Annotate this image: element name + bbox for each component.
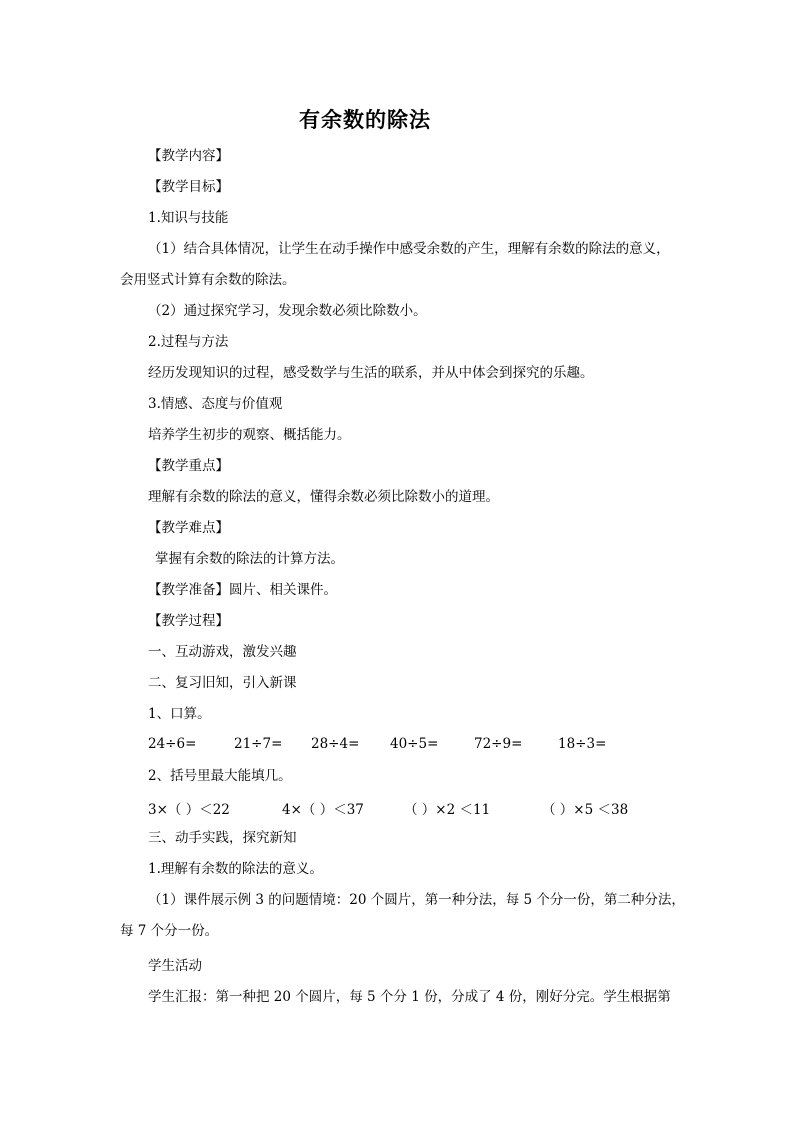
compare-item: 4×（ ）＜37 xyxy=(282,802,364,818)
compare-item: （ ）×5 ＜38 xyxy=(542,802,629,818)
paragraph: （1）课件展示例 3 的问题情境：20 个圆片，第一种分法，每 5 个分一份，第二种分法， xyxy=(148,892,685,908)
calc-item: 72÷9= xyxy=(474,736,523,752)
calc-item: 21÷7= xyxy=(234,736,283,752)
paragraph: （1）结合具体情况，让学生在动手操作中感受余数的产生，理解有余数的除法的意义， xyxy=(148,241,670,257)
paragraph: 3.情感、态度与价值观 xyxy=(148,396,283,412)
compare-item: （ ）×2 ＜11 xyxy=(404,802,491,818)
paragraph: （2）通过探究学习，发现余数必须比除数小。 xyxy=(148,303,427,319)
paragraph: 每 7 个分一份。 xyxy=(120,923,219,939)
paragraph: 培养学生初步的观察、概括能力。 xyxy=(148,427,351,443)
paragraph: 2、括号里最大能填几。 xyxy=(148,768,292,784)
paragraph: 【教学准备】圆片、相关课件。 xyxy=(148,582,337,598)
section-heading: 【教学难点】 xyxy=(148,520,229,536)
page-title: 有余数的除法 xyxy=(299,108,431,132)
paragraph: 学生活动 xyxy=(148,958,202,974)
paragraph: 1.知识与技能 xyxy=(148,210,229,226)
section-heading: 【教学过程】 xyxy=(148,613,229,629)
paragraph: 掌握有余数的除法的计算方法。 xyxy=(155,551,344,567)
paragraph: 会用竖式计算有余数的除法。 xyxy=(120,272,296,288)
paragraph: 1、口算。 xyxy=(148,706,211,722)
calc-item: 18÷3= xyxy=(558,736,607,752)
paragraph: 经历发现知识的过程，感受数学与生活的联系，并从中体会到探究的乐趣。 xyxy=(148,365,594,381)
section-heading: 【教学目标】 xyxy=(148,179,229,195)
paragraph: 二、复习旧知，引入新课 xyxy=(148,675,297,691)
calc-item: 24÷6= xyxy=(148,736,197,752)
compare-item: 3×（ ）＜22 xyxy=(148,802,230,818)
section-heading: 【教学内容】 xyxy=(148,148,229,164)
paragraph: 2.过程与方法 xyxy=(148,334,229,350)
paragraph: 学生汇报：第一种把 20 个圆片，每 5 个分 1 份，分成了 4 份，刚好分完。学生根据第 xyxy=(148,989,671,1005)
paragraph: 一、互动游戏，激发兴趣 xyxy=(148,644,297,660)
calc-item: 40÷5= xyxy=(390,736,439,752)
paragraph: 理解有余数的除法的意义，懂得余数必须比除数小的道理。 xyxy=(148,489,499,505)
calc-item: 28÷4= xyxy=(311,736,360,752)
paragraph: 三、动手实践，探究新知 xyxy=(148,830,297,846)
section-heading: 【教学重点】 xyxy=(148,458,229,474)
paragraph: 1.理解有余数的除法的意义。 xyxy=(148,861,323,877)
